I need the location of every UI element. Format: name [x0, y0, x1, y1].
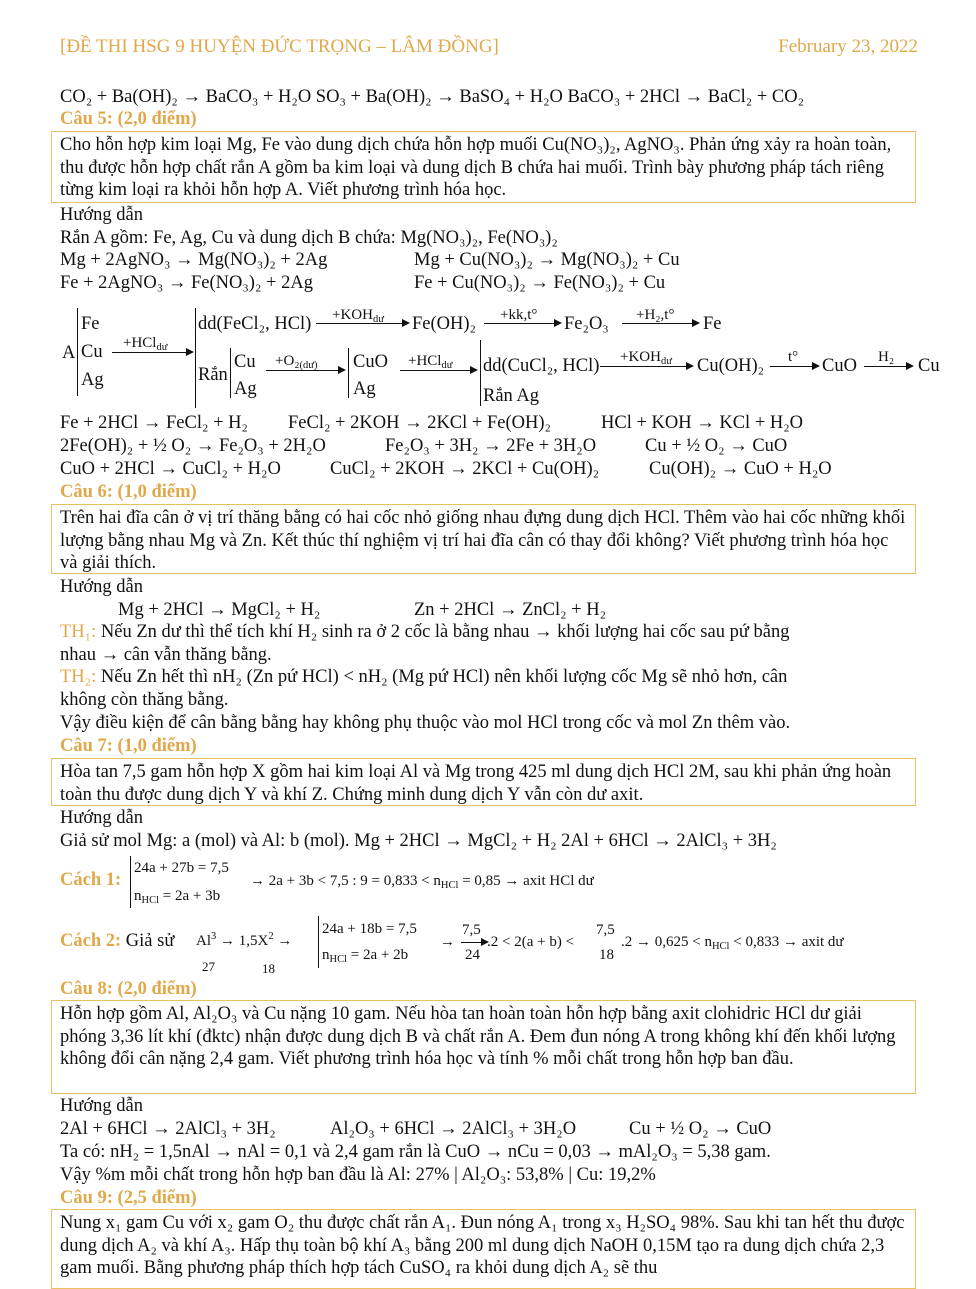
result-line: $.2 \to 0,625 < n_{HCl} < 0,833$ → axit dư — [621, 934, 844, 952]
brace-line — [130, 856, 131, 908]
compound-label: Cu(OH)₂ — [697, 356, 765, 376]
metal-label: Fe — [81, 314, 100, 334]
fraction-den: 18 — [599, 947, 614, 963]
reagent-label: $+O_2_{(dư)}$ — [275, 353, 318, 371]
header-title: [ĐỀ THI HSG 9 HUYỆN ĐỨC TRỌNG – LÂM ĐỒNG] — [60, 36, 499, 57]
question-7-box — [51, 758, 916, 806]
header-date: February 23, 2022 — [778, 36, 918, 57]
brace-line — [77, 308, 78, 396]
question-9-box — [51, 1209, 916, 1289]
system-eq: $n_{HCl} = 2a + 2b$ — [322, 947, 409, 965]
question-6-title: Câu 6: (1,0 điểm) — [60, 482, 197, 502]
equation: Al₂O₃ + 6HCl → 2AlCl₃ + 3H₂O — [330, 1119, 577, 1139]
method-2: Cách 2: Giả sử — [60, 931, 175, 951]
compound-label: CuO — [822, 356, 857, 376]
metal-label: Cu — [234, 352, 256, 372]
guide-label: Hướng dẫn — [60, 808, 144, 828]
equation: Cu + ½ O₂ → CuO — [645, 436, 788, 456]
case-1-cont: nhau → cân vẫn thăng bằng. — [60, 645, 272, 665]
arrow — [770, 366, 818, 367]
question-7-text: Hòa tan 7,5 gam hỗn hợp X gồm hai kim loại Al và Mg trong 425 ml dung dịch HCl 2M, sau khi phản ứng hoàn toàn thu được dung dịch Y và khí Z. Chứng minh dung dịch Y vẫn còn dư axit. — [60, 762, 892, 805]
metal-label: Ag — [234, 379, 257, 399]
equation-line: CO₂ + Ba(OH)₂ → BaCO₃ + H₂O SO₃ + Ba(OH)₂ → BaSO₄ + H₂O BaCO₃ + 2HCl → BaCl₂ + CO₂ — [60, 87, 805, 107]
question-5-text: Cho hỗn hợp kim loại Mg, Fe vào dung dịch chứa hỗn hợp muối Cu(NO₃)₂, AgNO₃. Phản ứng xảy ra hoàn toàn, thu được hỗn hợp chất rắn A gồm ba kim loại và dung dịch B chứa hai muối. Trình bày phương pháp tách riêng từng kim loại ra khỏi hỗn hợp A. Viết phương trình hóa học. — [60, 135, 892, 200]
question-6-text: Trên hai đĩa cân ở vị trí thăng bằng có hai cốc nhỏ giống nhau đựng dung dịch HCl. Thêm vào hai cốc những khối lượng bằng nhau Mg và Zn. Kết thúc thí nghiệm vị trí hai đĩa cân có thay đổi không? Viết phương trình hóa học và giải thích. — [60, 508, 906, 573]
arrow — [112, 352, 192, 353]
reagent-label: +HCl$_{dư}$ — [408, 353, 453, 371]
compound-label: CuO — [353, 352, 388, 372]
case-1: TH₁: Nếu Zn dư thì thể tích khí H₂ sinh ra ở 2 cốc là bằng nhau → khối lượng hai cốc sau pứ bằng — [60, 622, 790, 642]
reagent-label: $+KOH_{dư}$ — [620, 349, 672, 367]
solid-label: Rắn Ag — [483, 386, 540, 406]
molar-mass: 18 — [262, 961, 275, 976]
fraction-num: 7,5 — [462, 922, 481, 938]
case-2-cont: không còn thăng bằng. — [60, 690, 229, 710]
equation: Fe + Cu(NO₃)₂ → Fe(NO₃)₂ + Cu — [414, 273, 666, 293]
question-6-box — [51, 504, 916, 574]
case-2: TH₂: Nếu Zn hết thì nH₂ (Zn pứ HCl) < nH₂ (Mg pứ HCl) nên khối lượng cốc Mg sẽ nhỏ hơn, cân — [60, 667, 788, 687]
solution-label: dd(FeCl₂, HCl) — [198, 314, 312, 334]
equation: Mg + 2HCl → MgCl₂ + H₂ — [118, 600, 321, 620]
compound-label: Fe₂O₃ — [564, 314, 609, 334]
question-8-text: Hỗn hợp gồm Al, Al₂O₃ và Cu nặng 10 gam. Nếu hòa tan hoàn toàn hỗn hợp bằng axit clohidric HCl dư giải phóng 3,36 lít khí (đktc) nhận được dung dịch B và chất rắn A. Đem đun nóng A trong không khí đến khối lượng không đổi cân nặng 2,4 gam. Viết phương trình hóa học và tính % mỗi chất trong hỗn hợp ban đầu. — [60, 1004, 896, 1069]
reagent-label: +HCl$_{dư}$ — [123, 335, 168, 353]
fraction-den: 24 — [465, 947, 480, 963]
fraction-num: 7,5 — [596, 922, 615, 938]
arrow — [864, 366, 912, 367]
answer-line: Ta có: nH₂ = 1,5nAl → nAl = 0,1 và 2,4 gam rắn là CuO → nCu = 0,03 → mAl₂O₃ = 5,38 gam. — [60, 1142, 771, 1162]
al-equiv: $Al^3 \to 1,5X^2$ → — [196, 931, 293, 949]
brace-line — [480, 340, 481, 406]
equation: Zn + 2HCl → ZnCl₂ + H₂ — [414, 600, 607, 620]
reagent-label: +H₂,t° — [636, 307, 675, 323]
arrow — [266, 370, 344, 371]
inequality: .2 < 2(a + b) < — [487, 934, 575, 950]
equation: Mg + Cu(NO₃)₂ → Mg(NO₃)₂ + Cu — [414, 250, 680, 270]
arrow — [316, 323, 408, 324]
equation: 2Al + 6HCl → 2AlCl₃ + 3H₂ — [60, 1119, 276, 1139]
brace-line — [348, 348, 349, 398]
guide-label: Hướng dẫn — [60, 577, 144, 597]
brace-line — [230, 348, 231, 398]
question-7-title: Câu 7: (1,0 điểm) — [60, 736, 197, 756]
reagent-label: $+KOH_{dư}$ — [332, 307, 384, 325]
system-eq: 24a + 27b = 7,5 — [134, 860, 229, 876]
metal-label: Cu — [918, 356, 940, 376]
metal-label: Fe — [703, 314, 722, 334]
equation: HCl + KOH → KCl + H₂O — [601, 413, 804, 433]
equation: Cu + ½ O₂ → CuO — [629, 1119, 772, 1139]
arrow — [400, 370, 476, 371]
brace-line — [318, 916, 319, 968]
method-1-label: Cách 1: — [60, 870, 122, 890]
equation: Fe + 2HCl → FeCl₂ + H₂ — [60, 413, 248, 433]
arrow-sym: → — [440, 934, 455, 950]
solid-label: Rắn — [198, 365, 228, 385]
equation: FeCl₂ + 2KOH → 2KCl + Fe(OH)₂ — [288, 413, 551, 433]
answer-line: Vậy %m mỗi chất trong hỗn hợp ban đầu là Al: 27% | Al₂O₃: 53,8% | Cu: 19,2% — [60, 1165, 656, 1185]
equation: CuO + 2HCl → CuCl₂ + H₂O — [60, 459, 281, 479]
guide-label: Hướng dẫn — [60, 205, 144, 225]
equation: Fe + 2AgNO₃ → Fe(NO₃)₂ + 2Ag — [60, 273, 313, 293]
arrow — [622, 323, 698, 324]
fraction-bar — [461, 942, 487, 943]
question-5-title: Câu 5: (2,0 điểm) — [60, 109, 197, 129]
reagent-label: H₂ — [878, 349, 895, 365]
system-eq: $n_{HCl} = 2a + 3b$ — [134, 888, 221, 906]
condition-label: t° — [788, 349, 799, 365]
question-9-text: Nung x₁ gam Cu với x₂ gam O₂ thu được chất rắn A₁. Đun nóng A₁ trong x₃ H₂SO₄ 98%. Sau khi tan hết thu được dung dịch A₂ và khí A₃. Hấp thụ toàn bộ khí A₃ bằng 200 ml dung dịch NaOH 0,15M tạo ra dung dịch chứa 2,3 gam muối. Bằng phương pháp thích hợp tách CuSO₄ ra khỏi dung dịch A₂ sẽ thu — [60, 1213, 905, 1278]
conclusion: Vậy điều kiện để cân bằng bằng hay không phụ thuộc vào mol HCl trong cốc và mol Zn thêm vào. — [60, 713, 791, 733]
answer-line: Rắn A gồm: Fe, Ag, Cu và dung dịch B chứa: Mg(NO₃)₂, Fe(NO₃)₂ — [60, 228, 558, 248]
metal-label: Ag — [353, 379, 376, 399]
equation: CuCl₂ + 2KOH → 2KCl + Cu(OH)₂ — [330, 459, 600, 479]
reagent-label: +kk,t° — [500, 307, 538, 323]
mixture-label: A — [62, 343, 76, 363]
arrow — [600, 366, 692, 367]
equation: Mg + 2AgNO₃ → Mg(NO₃)₂ + 2Ag — [60, 250, 328, 270]
brace-line — [195, 308, 196, 408]
solution-label: dd(CuCl₂, HCl) — [483, 356, 600, 376]
metal-label: Ag — [81, 370, 104, 390]
answer-line: Giả sử mol Mg: a (mol) và Al: b (mol). Mg + 2HCl → MgCl₂ + H₂ 2Al + 6HCl → 2AlCl₃ + 3H₂ — [60, 831, 777, 851]
question-5-box — [51, 131, 916, 203]
result-line: → 2a + 3b < 7,5 : $9 = 0,833 < n_{HCl} = 0,85$ → axit HCl dư — [250, 873, 594, 891]
arrow — [484, 323, 560, 324]
equation: Fe₂O₃ + 3H₂ → 2Fe + 3H₂O — [385, 436, 597, 456]
page-header — [60, 36, 918, 58]
metal-label: Cu — [81, 342, 103, 362]
compound-label: Fe(OH)₂ — [412, 314, 476, 334]
question-8-box — [51, 1000, 916, 1094]
question-8-title: Câu 8: (2,0 điểm) — [60, 979, 197, 999]
question-9-title: Câu 9: (2,5 điểm) — [60, 1188, 197, 1208]
guide-label: Hướng dẫn — [60, 1096, 144, 1116]
equation: Cu(OH)₂ → CuO + H₂O — [649, 459, 832, 479]
molar-mass: 27 — [202, 959, 215, 974]
equation: 2Fe(OH)₂ + ½ O₂ → Fe₂O₃ + 2H₂O — [60, 436, 326, 456]
system-eq: 24a + 18b = 7,5 — [322, 921, 417, 937]
